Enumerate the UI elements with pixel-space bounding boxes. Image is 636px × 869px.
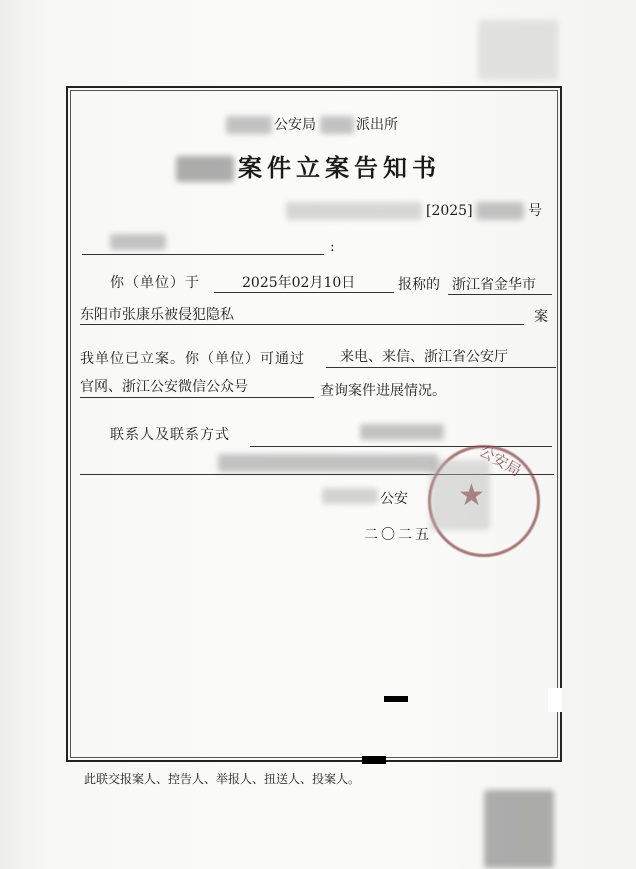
report-date: 2025年02月10日 (242, 275, 356, 291)
redacted-doc-number (476, 202, 524, 220)
station-label: 派出所 (356, 117, 398, 133)
white-patch (548, 688, 562, 712)
signing-org-suffix: 公安 (380, 491, 408, 507)
doc-number-year: [2025] (426, 203, 473, 219)
contact-underline-1 (250, 446, 552, 447)
redacted-doc-number-prefix (286, 202, 422, 220)
body-line3-prefix: 我单位已立案。你（单位）可通过 (80, 351, 305, 367)
bureau-label: 公安局 (274, 117, 316, 133)
redacted-watermark-block (484, 790, 554, 868)
document-title: 案件立案告知书 (238, 153, 441, 182)
black-mark-1 (384, 696, 408, 702)
black-mark-2 (362, 756, 386, 764)
redacted-station-name (320, 116, 354, 134)
redacted-bureau-name (226, 116, 272, 134)
report-date-underline (214, 292, 394, 293)
body-line1-mid: 报称的 (398, 277, 440, 293)
seal-blur-overlay (430, 460, 490, 530)
redacted-title-prefix (176, 156, 234, 182)
channels-part1: 来电、来信、浙江省公安厅 (340, 349, 508, 365)
body-line4-suffix: 查询案件进展情况。 (320, 383, 446, 399)
seal-text: 公安局 (476, 441, 525, 480)
redacted-corner-mark (478, 20, 558, 80)
footer-note: 此联交报案人、控告人、举报人、扭送人、投案人。 (84, 772, 361, 786)
location-part2-underline (80, 324, 524, 325)
recipient-colon: : (330, 239, 335, 255)
case-char: 案 (534, 309, 548, 325)
contact-label: 联系人及联系方式 (110, 427, 230, 443)
redacted-contact-person (360, 424, 444, 440)
channels-part2-underline (80, 397, 314, 398)
channels-part2: 官网、浙江公安微信公众号 (80, 379, 248, 395)
location-part1: 浙江省金华市 (452, 277, 536, 293)
recipient-underline (82, 254, 324, 255)
seal-star-icon: ★ (458, 478, 485, 513)
location-part2: 东阳市张康乐被侵犯隐私 (80, 307, 234, 323)
redacted-signing-org (322, 488, 378, 504)
signing-date: 二〇二五 (364, 527, 432, 543)
redacted-contact-info (218, 454, 438, 472)
channels-part1-underline (326, 367, 556, 368)
redacted-recipient-name (110, 234, 166, 250)
doc-number-suffix: 号 (528, 203, 542, 219)
body-line1-prefix: 你（单位）于 (110, 275, 200, 291)
location-part1-underline (448, 294, 552, 295)
document-inner-frame (70, 90, 558, 758)
